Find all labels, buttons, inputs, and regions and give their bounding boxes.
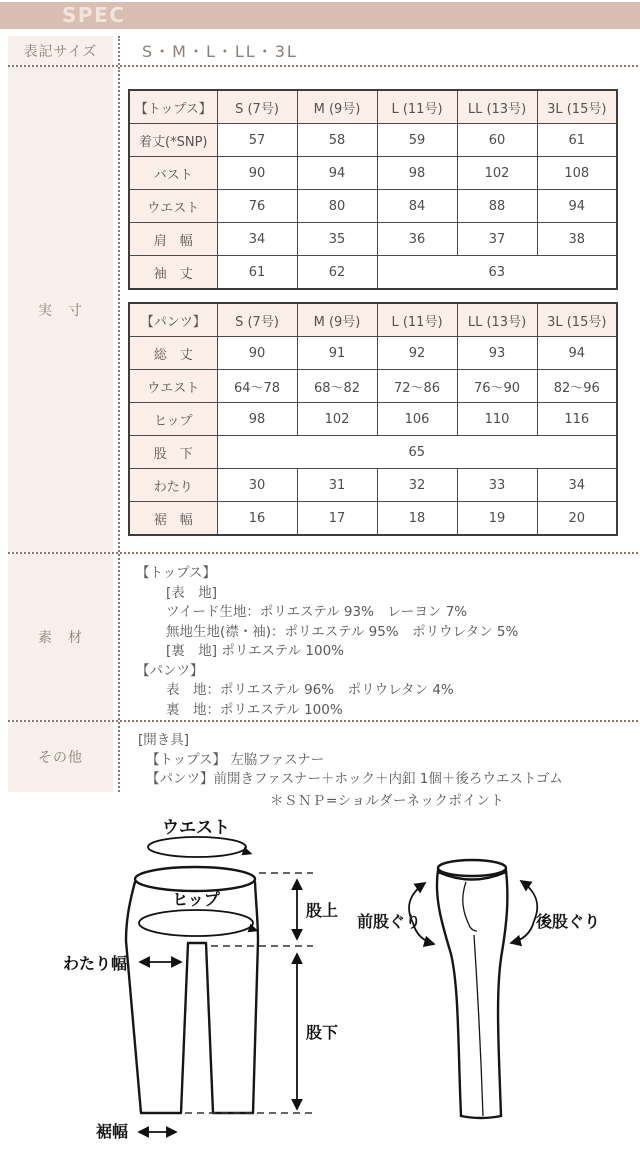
value-cell: 36 bbox=[377, 223, 457, 256]
value-cell: 91 bbox=[297, 337, 377, 370]
col-header: S (7号) bbox=[217, 90, 297, 124]
value-cell: 60 bbox=[457, 124, 537, 157]
row-label: 総 丈 bbox=[129, 337, 217, 370]
section-label-other: その他 bbox=[8, 722, 113, 792]
table-row bbox=[129, 337, 617, 370]
row-label: 肩 幅 bbox=[129, 223, 217, 256]
spec-header-band bbox=[0, 2, 640, 29]
value-cell: 35 bbox=[297, 223, 377, 256]
value-cell: 16 bbox=[217, 502, 297, 536]
value-cell-merged: 65 bbox=[217, 436, 617, 469]
value-cell: 110 bbox=[457, 403, 537, 436]
col-header: S (7号) bbox=[217, 303, 297, 337]
side-hem bbox=[461, 1116, 501, 1118]
col-header: L (11号) bbox=[377, 90, 457, 124]
tops-table-title: 【トップス】 bbox=[129, 90, 217, 124]
value-cell: 18 bbox=[377, 502, 457, 536]
row-label: ウエスト bbox=[129, 190, 217, 223]
value-cell: 94 bbox=[297, 157, 377, 190]
table-row bbox=[129, 370, 617, 403]
value-cell: 102 bbox=[297, 403, 377, 436]
value-cell: 76 bbox=[217, 190, 297, 223]
value-cell: 59 bbox=[377, 124, 457, 157]
pants-size-table bbox=[128, 302, 618, 536]
table-row bbox=[129, 436, 617, 469]
material-line: [表 地] bbox=[166, 584, 218, 601]
value-cell: 37 bbox=[457, 223, 537, 256]
row-label: 着丈(*SNP) bbox=[129, 124, 217, 157]
value-cell: 102 bbox=[457, 157, 537, 190]
row-label: バスト bbox=[129, 157, 217, 190]
value-cell: 84 bbox=[377, 190, 457, 223]
section-size-notation bbox=[8, 36, 638, 67]
side-back-edge bbox=[498, 870, 507, 1116]
section-label-size: 表記サイズ bbox=[8, 36, 113, 65]
value-cell: 57 bbox=[217, 124, 297, 157]
value-cell: 38 bbox=[537, 223, 617, 256]
value-cell: 33 bbox=[457, 469, 537, 502]
value-cell: 32 bbox=[377, 469, 457, 502]
value-cell: 94 bbox=[537, 190, 617, 223]
row-label: 股 下 bbox=[129, 436, 217, 469]
value-cell: 17 bbox=[297, 502, 377, 536]
inseam-label: 股下 bbox=[306, 1023, 339, 1042]
material-pants-heading: 【パンツ】 bbox=[136, 662, 204, 679]
pants-front-view bbox=[63, 818, 338, 1141]
table-row bbox=[129, 256, 617, 290]
other-line: 【トップス】 左脇ファスナー bbox=[146, 751, 325, 768]
value-cell: 108 bbox=[537, 157, 617, 190]
value-cell: 61 bbox=[217, 256, 297, 290]
value-cell-merged: 63 bbox=[377, 256, 617, 290]
value-cell: 68～82 bbox=[297, 370, 377, 403]
size-notation-content bbox=[118, 36, 638, 65]
side-crease-line bbox=[474, 935, 483, 1116]
waist-label: ウエスト bbox=[162, 818, 230, 838]
material-line: 表 地：ポリエステル 96% ポリウレタン 4% bbox=[166, 682, 454, 698]
front-rise-label: 前股ぐり bbox=[356, 912, 422, 931]
row-label: ヒップ bbox=[129, 403, 217, 436]
table-header-row bbox=[129, 303, 617, 337]
material-line: [裏 地] ポリエステル 100% bbox=[166, 643, 344, 659]
row-label: 裾 幅 bbox=[129, 502, 217, 536]
hip-girth-arrow bbox=[139, 910, 253, 936]
tops-size-table bbox=[128, 89, 618, 290]
table-row bbox=[129, 124, 617, 157]
material-line: ツイード生地：ポリエステル 93% レーヨン 7% bbox=[166, 604, 468, 620]
material-content bbox=[118, 554, 638, 720]
other-content bbox=[118, 722, 638, 792]
value-cell: 92 bbox=[377, 337, 457, 370]
spec-sections bbox=[8, 36, 638, 792]
back-rise-label: 後股ぐり bbox=[535, 912, 601, 931]
table-row bbox=[129, 157, 617, 190]
measurement-diagram bbox=[0, 806, 640, 1152]
value-cell: 116 bbox=[537, 403, 617, 436]
value-cell: 94 bbox=[537, 337, 617, 370]
value-cell: 80 bbox=[297, 190, 377, 223]
value-cell: 34 bbox=[537, 469, 617, 502]
front-waist-opening bbox=[135, 867, 255, 891]
table-row bbox=[129, 223, 617, 256]
value-cell: 20 bbox=[537, 502, 617, 536]
col-header: M (9号) bbox=[297, 90, 377, 124]
rise-label: 股上 bbox=[306, 901, 339, 920]
section-label-measurements: 実 寸 bbox=[8, 67, 113, 552]
col-header: 3L (15号) bbox=[537, 90, 617, 124]
table-row bbox=[129, 469, 617, 502]
waist-girth-arrowhead bbox=[242, 847, 254, 859]
value-cell: 19 bbox=[457, 502, 537, 536]
value-cell: 90 bbox=[217, 337, 297, 370]
material-line: 無地生地(襟・袖)：ポリエステル 95% ポリウレタン 5% bbox=[166, 623, 519, 640]
table-row bbox=[129, 190, 617, 223]
measurements-content bbox=[118, 67, 638, 552]
section-label-material: 素 材 bbox=[8, 554, 113, 720]
section-measurements bbox=[8, 67, 638, 554]
value-cell: 30 bbox=[217, 469, 297, 502]
other-heading: [開き具] bbox=[138, 732, 190, 748]
value-cell: 88 bbox=[457, 190, 537, 223]
col-header: L (11号) bbox=[377, 303, 457, 337]
col-header: LL (13号) bbox=[457, 303, 537, 337]
pants-table-title: 【パンツ】 bbox=[129, 303, 217, 337]
table-row bbox=[129, 502, 617, 536]
row-label: 袖 丈 bbox=[129, 256, 217, 290]
material-tops-heading: 【トップス】 bbox=[136, 565, 217, 581]
value-cell: 58 bbox=[297, 124, 377, 157]
value-cell: 31 bbox=[297, 469, 377, 502]
hem-width-label: 裾幅 bbox=[95, 1122, 128, 1141]
col-header: LL (13号) bbox=[457, 90, 537, 124]
value-cell: 106 bbox=[377, 403, 457, 436]
value-cell: 90 bbox=[217, 157, 297, 190]
side-waist-opening bbox=[438, 860, 506, 876]
section-material bbox=[8, 554, 638, 722]
value-cell: 72～86 bbox=[377, 370, 457, 403]
row-label: ウエスト bbox=[129, 370, 217, 403]
snp-footnote: ＊ＳＮＰ=ショルダーネックポイント bbox=[270, 793, 505, 809]
side-front-edge bbox=[437, 870, 461, 1116]
value-cell: 82～96 bbox=[537, 370, 617, 403]
value-cell: 62 bbox=[297, 256, 377, 290]
value-cell: 98 bbox=[217, 403, 297, 436]
material-line: 裏 地：ポリエステル 100% bbox=[166, 701, 343, 718]
waist-girth-arrow bbox=[148, 837, 246, 857]
col-header: 3L (15号) bbox=[537, 303, 617, 337]
back-rise-arrow-in bbox=[511, 921, 534, 943]
table-row bbox=[129, 403, 617, 436]
value-cell: 98 bbox=[377, 157, 457, 190]
other-line: 【パンツ】前開きファスナー＋ホック＋内釦 1個＋後ろウエストゴム bbox=[146, 771, 563, 787]
table-header-row bbox=[129, 90, 617, 124]
page-title: SPEC bbox=[62, 3, 126, 27]
hip-label: ヒップ bbox=[172, 890, 220, 909]
back-rise-arrow-up bbox=[521, 881, 537, 921]
value-cell: 64～78 bbox=[217, 370, 297, 403]
value-cell: 61 bbox=[537, 124, 617, 157]
thigh-width-label: わたり幅 bbox=[62, 954, 127, 973]
value-cell: 34 bbox=[217, 223, 297, 256]
pants-side-view bbox=[357, 860, 600, 1118]
row-label: わたり bbox=[129, 469, 217, 502]
section-other bbox=[8, 722, 638, 792]
value-cell: 93 bbox=[457, 337, 537, 370]
side-fly-curve bbox=[463, 882, 477, 931]
value-cell: 76～90 bbox=[457, 370, 537, 403]
size-notation-value: S・M・L・LL・3L bbox=[142, 42, 298, 61]
col-header: M (9号) bbox=[297, 303, 377, 337]
